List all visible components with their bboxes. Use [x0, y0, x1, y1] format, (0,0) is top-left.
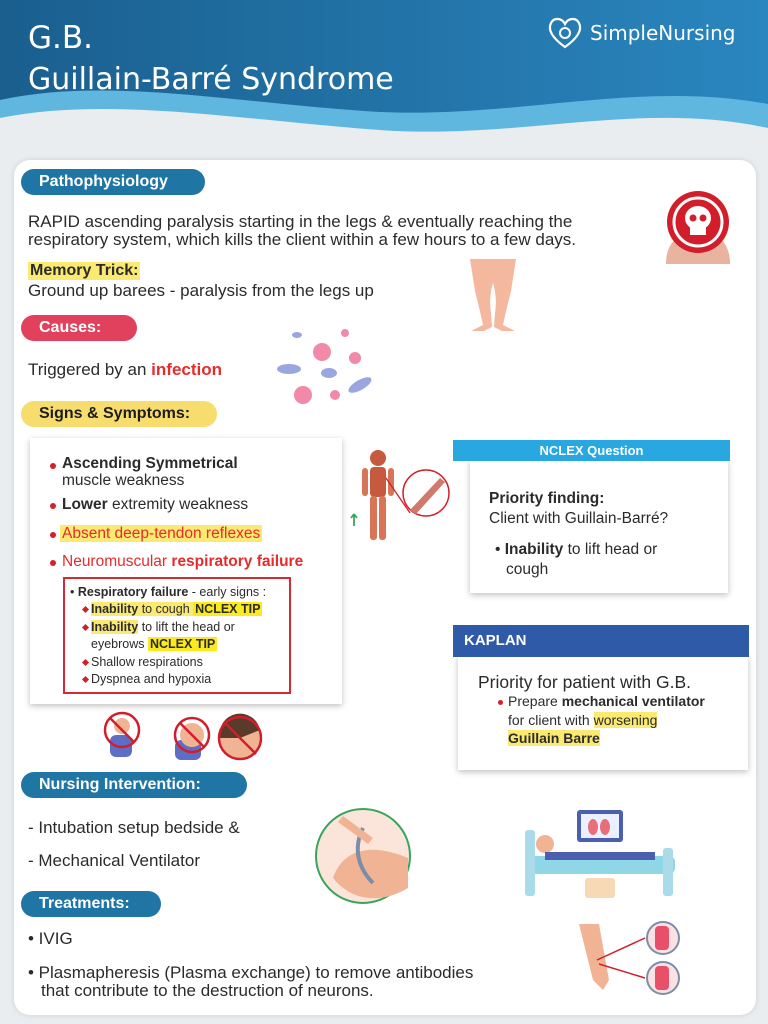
muscular-body-icon	[350, 448, 450, 548]
pathophysiology-text-line2: respiratory system, which kills the client within a few hours to a few days.	[28, 230, 576, 249]
kaplan-line2	[508, 713, 657, 728]
causes-text	[28, 360, 222, 379]
kaplan-title: Priority for patient with G.B.	[478, 672, 691, 692]
treatment-item2-line2: that contribute to the destruction of neurons.	[41, 981, 374, 1000]
sign-item3	[60, 525, 262, 543]
rf-title-rest: - early signs :	[188, 585, 267, 599]
signs-symptoms-heading: Signs & Symptoms:	[21, 401, 217, 427]
rf-title-bold: Respiratory failure	[77, 585, 189, 599]
treatment-item2-line1: • Plasmapheresis (Plasma exchange) to remove antibodies	[28, 963, 474, 982]
nursing-intervention-heading: Nursing Intervention:	[21, 772, 247, 798]
rf-item1	[91, 602, 262, 617]
rf2-line2: eyebrows	[91, 637, 148, 651]
pathophysiology-text-line1: RAPID ascending paralysis starting in the legs & eventually reaching the	[28, 212, 573, 231]
rf-item2-line2	[91, 637, 217, 652]
sign-item2	[62, 496, 248, 514]
rf-item2	[91, 620, 235, 635]
nclex-answer-line2: cough	[506, 561, 549, 578]
sign-item1-bold: Ascending Symmetrical	[62, 455, 238, 472]
bullet-dot	[50, 463, 56, 469]
kaplan-line2-prefix: for client with	[508, 712, 594, 728]
nclex-answer-bold: Inability	[504, 541, 564, 558]
kaplan-line1	[508, 694, 705, 709]
nursing-item2: - Mechanical Ventilator	[28, 851, 200, 870]
kaplan-line3-hl: Guillain Barre	[508, 730, 600, 746]
header-banner	[0, 0, 768, 170]
treatment-item1: • IVIG	[28, 929, 73, 948]
no-head-lift-icon	[105, 713, 139, 757]
rf2-bold: Inability	[91, 620, 139, 634]
nclex-question-header: NCLEX Question	[453, 440, 730, 461]
symptom-illustrations	[100, 710, 270, 765]
sign-item4-bold: respiratory failure	[171, 553, 304, 570]
rf-item4: Dyspnea and hypoxia	[91, 672, 212, 686]
hospital-bed-ventilator-icon	[525, 808, 675, 903]
nclex-question-label: Priority finding:	[489, 490, 605, 507]
sign-item1-rest: muscle weakness	[62, 472, 185, 489]
causes-text-prefix: Triggered by an	[28, 360, 152, 379]
rf1-bold: Inability	[91, 602, 139, 616]
causes-heading: Causes:	[21, 315, 137, 341]
sign-item2-bold: Lower	[62, 496, 108, 513]
nclex-question-text: Client with Guillain-Barré?	[489, 510, 669, 527]
iv-blood-icon	[575, 920, 685, 1000]
kaplan-line3	[508, 731, 600, 746]
bullet-dot	[50, 503, 56, 509]
nclex-answer: • Inability to lift head or	[495, 541, 658, 558]
causes-infection: infection	[151, 360, 223, 379]
kaplan-line2-hl: worsening	[593, 712, 658, 728]
sign-item3-text: Absent deep-tendon reflexes	[62, 525, 261, 542]
nursing-item1: - Intubation setup bedside &	[28, 818, 240, 837]
kaplan-line1-prefix: Prepare	[508, 693, 562, 709]
memory-trick-label: Memory Trick:	[30, 262, 139, 279]
rf1-rest: to cough	[138, 602, 194, 616]
brand-name: SimpleNursing	[590, 21, 736, 45]
stethoscope-logo-icon	[546, 15, 584, 49]
rf-item3: Shallow respirations	[91, 655, 203, 669]
pathophysiology-heading: Pathophysiology	[21, 169, 205, 195]
legs-icon	[458, 257, 528, 337]
memory-trick-text: Ground up barees - paralysis from the legs up	[28, 281, 374, 300]
rf2-rest: to lift the head or	[138, 620, 235, 634]
bullet-dot	[498, 700, 503, 705]
skull-warning-icon	[662, 186, 732, 266]
sign-item4-prefix: Neuromuscular	[62, 553, 172, 570]
treatments-heading: Treatments:	[21, 891, 161, 917]
rf-title: • Respiratory failure - early signs :	[70, 585, 267, 599]
no-cough-icon	[175, 714, 261, 760]
bacteria-icon	[275, 325, 375, 410]
sign-item4	[62, 553, 303, 571]
kaplan-header: KAPLAN	[453, 625, 749, 657]
intubation-icon	[313, 808, 413, 908]
sign-item2-rest: extremity weakness	[107, 496, 249, 513]
nclex-answer-rest: to lift head or	[563, 541, 658, 558]
page-title: Guillain-Barré Syndrome	[28, 62, 394, 97]
page-abbrev: G.B.	[28, 20, 93, 56]
nclex-tip-badge: NCLEX TIP	[195, 602, 261, 616]
bullet-dot	[50, 532, 56, 538]
bullet-dot	[50, 560, 56, 566]
nclex-tip-badge: NCLEX TIP	[149, 637, 216, 651]
kaplan-line1-bold: mechanical ventilator	[561, 693, 705, 709]
